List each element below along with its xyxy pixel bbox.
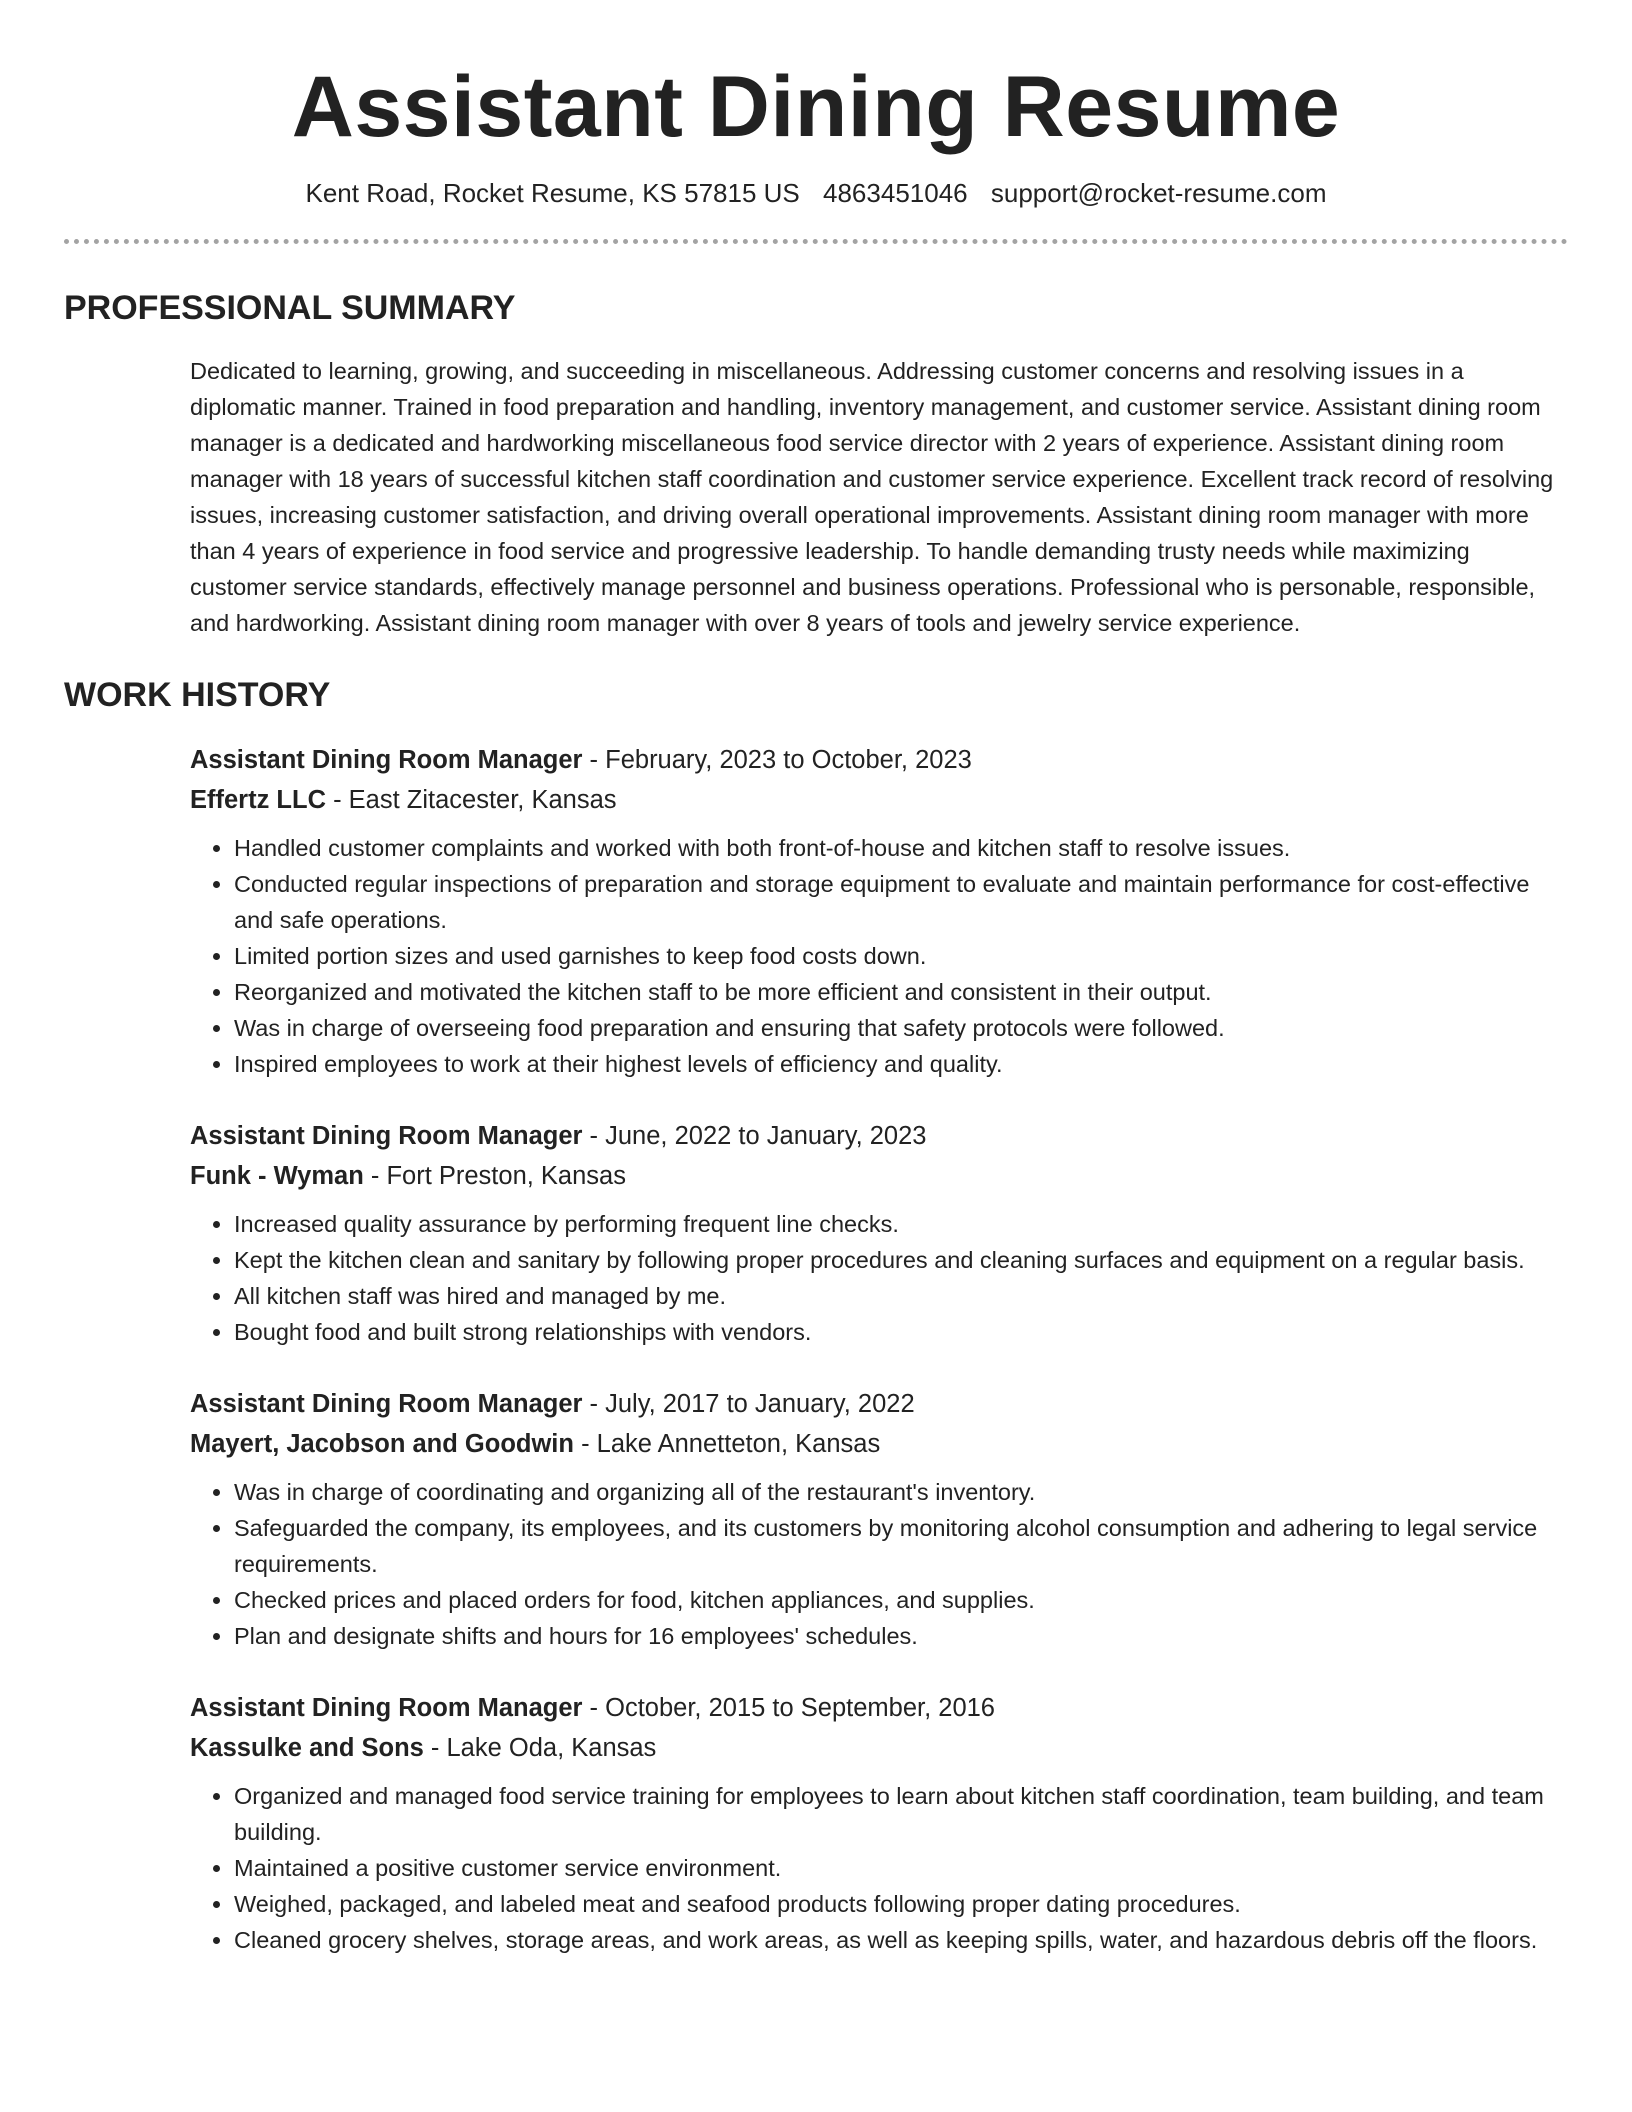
job-bullets bbox=[190, 1206, 1568, 1350]
job-entry bbox=[190, 1116, 1568, 1350]
contact-email: support@rocket-resume.com bbox=[990, 178, 1327, 209]
job-bullet: • Was in charge of overseeing food preparation and ensuring that safety protocols were followed. bbox=[234, 1010, 1568, 1046]
resume-title: Assistant Dining Resume bbox=[291, 59, 1341, 155]
job-bullet: • Was in charge of coordinating and organizing all of the restaurant's inventory. bbox=[234, 1474, 1568, 1510]
job-title-line bbox=[190, 1384, 1568, 1424]
job-bullet: • Maintained a positive customer service environment. bbox=[234, 1850, 1568, 1886]
job-dates: - October, 2015 to September, 2016 bbox=[582, 1693, 995, 1722]
contact-phone: 4863451046 bbox=[823, 178, 968, 209]
job-bullet: • Weighed, packaged, and labeled meat and seafood products following proper dating procedures. bbox=[234, 1886, 1568, 1922]
job-bullet: • Conducted regular inspections of preparation and storage equipment to evaluate and maintain performance for cost-effective and safe operations. bbox=[234, 866, 1568, 938]
job-bullets bbox=[190, 1778, 1568, 1958]
work-history-section bbox=[64, 675, 1568, 1958]
resume-header bbox=[64, 0, 1568, 244]
job-bullet: • Checked prices and placed orders for food, kitchen appliances, and supplies. bbox=[234, 1582, 1568, 1618]
job-bullet: • Limited portion sizes and used garnishes to keep food costs down. bbox=[234, 938, 1568, 974]
job-location: - Lake Oda, Kansas bbox=[423, 1733, 657, 1762]
job-title-line bbox=[190, 740, 1568, 780]
job-bullet: • Reorganized and motivated the kitchen staff to be more efficient and consistent in their output. bbox=[234, 974, 1568, 1010]
summary-body bbox=[64, 353, 1568, 641]
job-location: - Fort Preston, Kansas bbox=[363, 1161, 626, 1190]
job-bullet: • Bought food and built strong relationships with vendors. bbox=[234, 1314, 1568, 1350]
job-company-line bbox=[190, 1156, 1568, 1196]
job-company-line bbox=[190, 780, 1568, 820]
job-bullet: • Handled customer complaints and worked with both front-of-house and kitchen staff to resolve issues. bbox=[234, 830, 1568, 866]
job-role: Assistant Dining Room Manager bbox=[190, 1693, 583, 1722]
summary-heading: PROFESSIONAL SUMMARY bbox=[64, 288, 516, 327]
work-history-body bbox=[64, 740, 1568, 1958]
job-bullet: • Plan and designate shifts and hours for 16 employees' schedules. bbox=[234, 1618, 1568, 1654]
job-company-line bbox=[190, 1424, 1568, 1464]
contact-info bbox=[64, 177, 1568, 211]
job-role: Assistant Dining Room Manager bbox=[190, 1121, 583, 1150]
job-bullet: • All kitchen staff was hired and managed by me. bbox=[234, 1278, 1568, 1314]
job-bullet: • Inspired employees to work at their highest levels of efficiency and quality. bbox=[234, 1046, 1568, 1082]
summary-text: Dedicated to learning, growing, and succeeding in miscellaneous. Addressing customer concerns and resolving issues in a diplomatic manner. Trained in food preparation and handling, inventory management, and customer service. Assistant dining room manager is a dedicated and hardworking miscellaneous food service director with 2 years of experience. Assistant dining room manager with 18 years of successful kitchen staff coordination and customer service experience. Excellent track record of resolving issues, increasing customer satisfaction, and driving overall operational improvements. Assistant dining room manager with more than 4 years of experience in food service and progressive leadership. To handle demanding trusty needs while maximizing customer service standards, effectively manage personnel and business operations. Professional who is personable, responsible, and hardworking. Assistant dining room manager with over 8 years of tools and jewelry service experience. bbox=[190, 357, 1554, 636]
job-bullet: • Cleaned grocery shelves, storage areas, and work areas, as well as keeping spills, water, and hazardous debris off the floors. bbox=[234, 1922, 1568, 1958]
job-role: Assistant Dining Room Manager bbox=[190, 745, 583, 774]
job-bullet: • Organized and managed food service training for employees to learn about kitchen staff coordination, team building, and team building. bbox=[234, 1778, 1568, 1850]
job-company: Funk - Wyman bbox=[190, 1161, 364, 1190]
job-entry bbox=[190, 1384, 1568, 1654]
header-divider bbox=[64, 239, 1568, 244]
job-bullet: • Kept the kitchen clean and sanitary by following proper procedures and cleaning surfaces and equipment on a regular basis. bbox=[234, 1242, 1568, 1278]
job-bullets bbox=[190, 1474, 1568, 1654]
job-location: - East Zitacester, Kansas bbox=[326, 785, 617, 814]
job-company: Kassulke and Sons bbox=[190, 1733, 424, 1762]
job-company: Mayert, Jacobson and Goodwin bbox=[190, 1429, 574, 1458]
work-history-heading: WORK HISTORY bbox=[64, 675, 331, 714]
job-role: Assistant Dining Room Manager bbox=[190, 1389, 583, 1418]
job-title-line bbox=[190, 1116, 1568, 1156]
job-dates: - July, 2017 to January, 2022 bbox=[582, 1389, 915, 1418]
job-dates: - June, 2022 to January, 2023 bbox=[582, 1121, 927, 1150]
job-dates: - February, 2023 to October, 2023 bbox=[582, 745, 972, 774]
job-bullet: • Safeguarded the company, its employees, and its customers by monitoring alcohol consumption and adhering to legal service requirements. bbox=[234, 1510, 1568, 1582]
job-company: Effertz LLC bbox=[190, 785, 326, 814]
job-title-line bbox=[190, 1688, 1568, 1728]
professional-summary-section bbox=[64, 288, 1568, 641]
job-bullets bbox=[190, 830, 1568, 1082]
contact-address: Kent Road, Rocket Resume, KS 57815 US bbox=[305, 178, 800, 209]
job-bullet: • Increased quality assurance by performing frequent line checks. bbox=[234, 1206, 1568, 1242]
job-company-line bbox=[190, 1728, 1568, 1768]
job-location: - Lake Annetteton, Kansas bbox=[573, 1429, 881, 1458]
job-entry bbox=[190, 740, 1568, 1082]
job-entry bbox=[190, 1688, 1568, 1958]
